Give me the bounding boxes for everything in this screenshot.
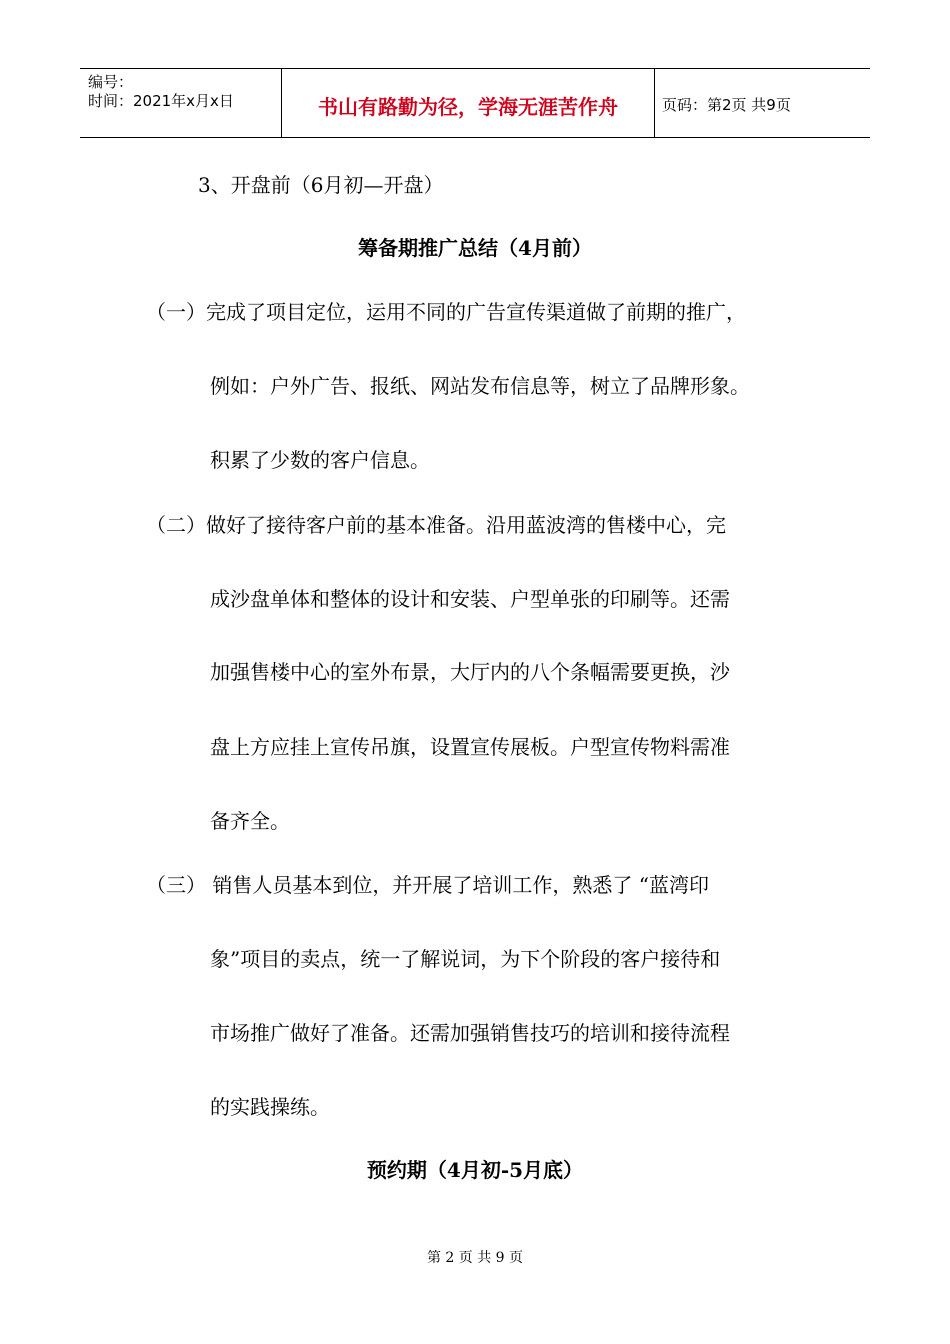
paragraph-line: 加强售楼中心的室外布景，大厅内的八个条幅需要更换，沙 (210, 660, 730, 684)
page-header (80, 68, 870, 138)
stage-line: 3、开盘前（6月初—开盘） (198, 173, 444, 197)
paragraph-line: 成沙盘单体和整体的设计和安装、户型单张的印刷等。还需 (210, 587, 730, 611)
paragraph-line: （一）完成了项目定位，运用不同的广告宣传渠道做了前期的推广， (146, 300, 746, 324)
paragraph-line: 积累了少数的客户信息。 (210, 448, 430, 472)
paragraph-line: 象”项目的卖点，统一了解说词，为下个阶段的客户接待和 (210, 947, 721, 971)
section-heading: 预约期（4月初-5月底） (366, 1158, 584, 1182)
page-footer: 第 2 页 共 9 页 (426, 1250, 524, 1266)
header-page-number: 页码：第2页 共9页 (662, 96, 791, 114)
paragraph-line: 市场推广做好了准备。还需加强销售技巧的培训和接待流程 (210, 1021, 730, 1045)
paragraph-line: 备齐全。 (210, 809, 290, 833)
header-motto: 书山有路勤为径，学海无涯苦作舟 (318, 95, 618, 119)
paragraph-line: 例如：户外广告、报纸、网站发布信息等，树立了品牌形象。 (210, 374, 750, 398)
paragraph-line: 的实践操练。 (210, 1095, 330, 1119)
header-meta (88, 73, 234, 111)
paragraph-line: 盘上方应挂上宣传吊旗，设置宣传展板。户型宣传物料需准 (210, 735, 730, 759)
header-divider (654, 69, 655, 137)
doc-number-label: 编号： (88, 73, 134, 91)
paragraph-line: （三） 销售人员基本到位，并开展了培训工作，熟悉了 “蓝湾印 (146, 873, 709, 897)
doc-time-label: 时间：2021年x月x日 (88, 92, 234, 110)
paragraph-line: （二）做好了接待客户前的基本准备。沿用蓝波湾的售楼中心，完 (146, 513, 726, 537)
section-heading: 筹备期推广总结（4月前） (358, 236, 592, 260)
